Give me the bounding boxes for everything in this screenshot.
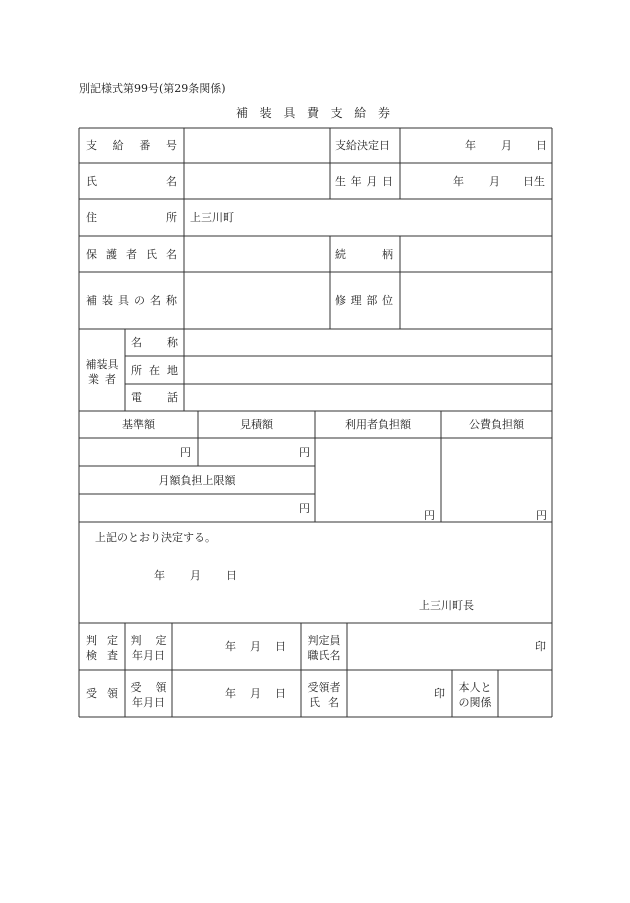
birth-day: 日生 bbox=[523, 175, 545, 188]
receipt-seal: 印 bbox=[434, 687, 445, 700]
decision-day-label: 日 bbox=[226, 569, 237, 582]
mayor-signature: 上三川町長 bbox=[419, 599, 474, 612]
vendor-group-line2: 業 者 bbox=[88, 373, 116, 386]
payment-number-label: 支 給 番 号 bbox=[86, 139, 177, 152]
birthdate-label: 生 年 月 日 bbox=[335, 175, 393, 188]
relationship-label: 続 柄 bbox=[335, 248, 393, 261]
receipt-date-label: 受 領 年月日 bbox=[127, 680, 170, 710]
inspection-label: 判 定 検 査 bbox=[86, 634, 118, 662]
monthly-cap-label: 月額負担上限額 bbox=[158, 474, 236, 487]
relation-line1: 本人と bbox=[458, 681, 492, 694]
address-value: 上三川町 bbox=[190, 211, 234, 224]
relation-line2: の関係 bbox=[458, 696, 492, 709]
decision-month: 月 bbox=[501, 139, 512, 152]
decision-day: 日 bbox=[536, 139, 547, 152]
judgement-staff-label bbox=[303, 633, 345, 663]
public-burden-label: 公費負担額 bbox=[469, 418, 524, 431]
standard-amount-label: 基準額 bbox=[122, 418, 155, 431]
judgement-day: 日 bbox=[275, 640, 286, 653]
form-number: 別記様式第99号(第29条関係) bbox=[79, 82, 226, 95]
page-title bbox=[236, 107, 390, 119]
title-char: 装 bbox=[259, 106, 272, 120]
decision-statement: 上記のとおり決定する。 bbox=[95, 531, 216, 544]
receipt-month: 月 bbox=[250, 687, 261, 700]
judgement-date-label: 判 定 年月日 bbox=[127, 633, 170, 663]
judgement-month: 月 bbox=[250, 640, 261, 653]
title-char: 券 bbox=[377, 106, 390, 120]
monthly-cap-yen: 円 bbox=[299, 502, 310, 515]
vendor-group-line1: 補装具 bbox=[85, 358, 119, 371]
user-burden-yen: 円 bbox=[424, 509, 435, 522]
title-char: 給 bbox=[354, 106, 367, 120]
estimate-yen: 円 bbox=[299, 446, 310, 459]
title-char: 具 bbox=[283, 106, 296, 120]
judgement-date-line2: 年月日 bbox=[132, 649, 165, 662]
receipt-date-line2: 年月日 bbox=[132, 696, 165, 709]
repair-part-label: 修 理 部 位 bbox=[335, 294, 393, 307]
judgement-staff-line2: 職氏名 bbox=[307, 649, 341, 662]
receipt-person-line1: 受領者 bbox=[307, 681, 341, 694]
name-label: 氏 名 bbox=[86, 175, 177, 188]
vendor-location-label: 所 在 地 bbox=[131, 364, 178, 377]
address-label: 住 所 bbox=[86, 211, 177, 224]
vendor-name-label: 名 称 bbox=[131, 336, 178, 349]
estimate-amount-label: 見積額 bbox=[240, 418, 273, 431]
birth-month: 月 bbox=[489, 175, 500, 188]
judgement-staff-line1: 判定員 bbox=[307, 634, 341, 647]
title-char: 費 bbox=[306, 106, 319, 120]
receipt-day: 日 bbox=[275, 687, 286, 700]
decision-month-label: 月 bbox=[190, 569, 201, 582]
receipt-person-label: 受領者 氏 名 bbox=[303, 680, 345, 710]
title-char: 補 bbox=[236, 106, 249, 120]
vendor-group-label bbox=[82, 357, 122, 387]
public-burden-yen: 円 bbox=[536, 509, 547, 522]
guardian-label: 保 護 者 氏 名 bbox=[86, 248, 177, 261]
decision-year: 年 bbox=[465, 139, 476, 152]
receipt-year: 年 bbox=[225, 687, 236, 700]
receipt-label: 受 領 bbox=[86, 687, 118, 700]
user-burden-label: 利用者負担額 bbox=[345, 418, 411, 431]
device-name-label: 補 装 具 の 名 称 bbox=[86, 294, 177, 307]
standard-yen: 円 bbox=[180, 446, 191, 459]
judgement-year: 年 bbox=[225, 640, 236, 653]
decision-date-label: 支給決定日 bbox=[335, 139, 390, 152]
birth-year: 年 bbox=[453, 175, 464, 188]
title-char: 支 bbox=[330, 106, 343, 120]
relation-label bbox=[453, 680, 497, 710]
decision-year-label: 年 bbox=[154, 569, 165, 582]
judgement-seal: 印 bbox=[535, 640, 546, 653]
vendor-phone-label: 電 話 bbox=[131, 391, 178, 404]
